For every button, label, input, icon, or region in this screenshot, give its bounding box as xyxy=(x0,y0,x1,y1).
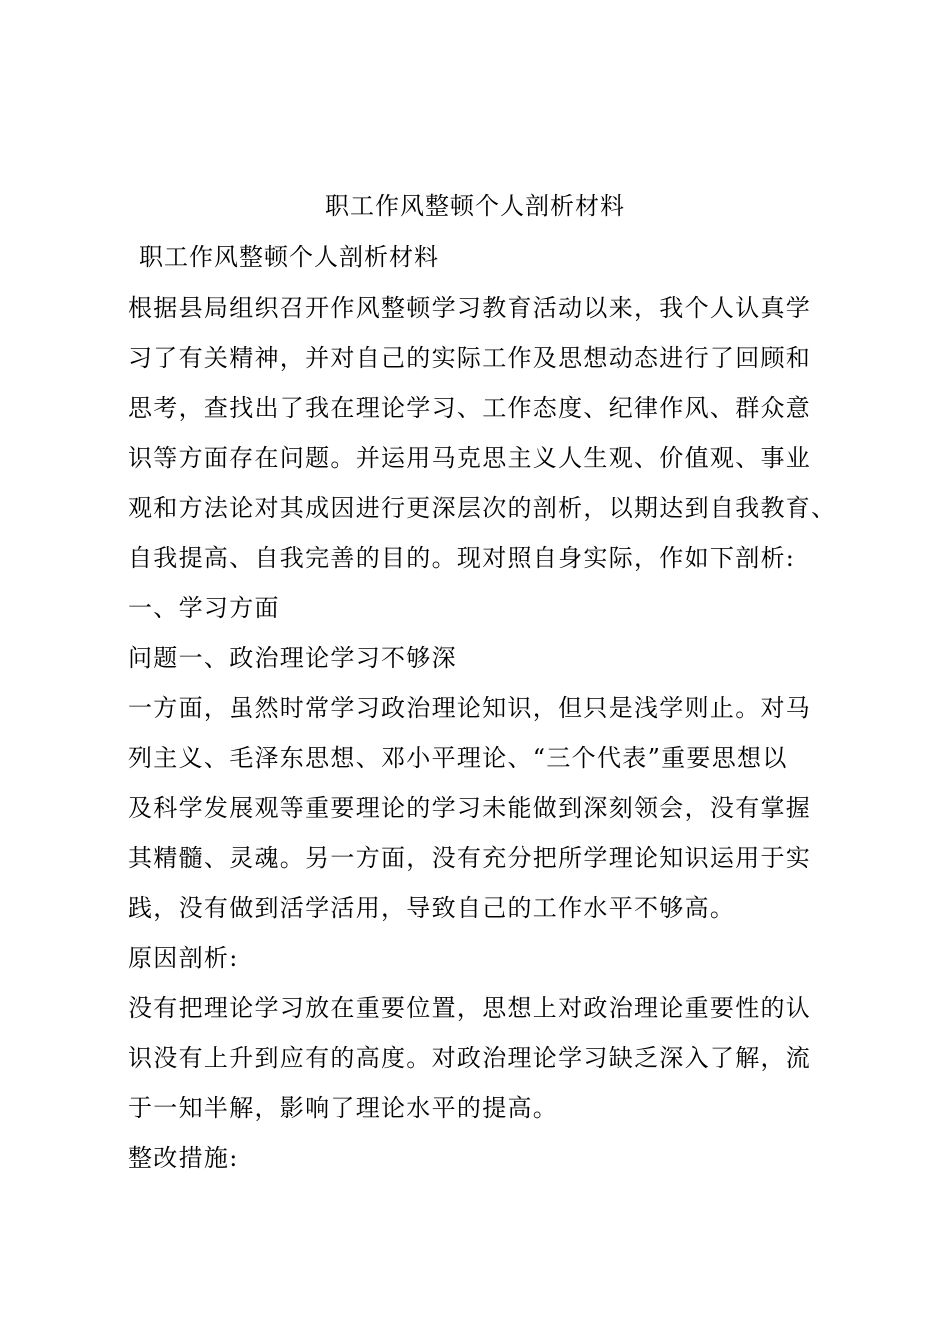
measures-heading: 整改措施: xyxy=(128,1144,239,1172)
problem-heading: 问题一、政治理论学习不够深 xyxy=(128,644,457,672)
cause-heading: 原因剖析: xyxy=(128,944,239,972)
paragraph-line: 根据县局组织召开作风整顿学习教育活动以来，我个人认真学 xyxy=(128,294,812,322)
document-body xyxy=(128,283,848,1183)
paragraph-line: 及科学发展观等重要理论的学习未能做到深刻领会，没有掌握 xyxy=(128,794,812,822)
paragraph-line: 思考，查找出了我在理论学习、工作态度、纪律作风、群众意 xyxy=(128,394,812,422)
document-subtitle: 职工作风整顿个人剖析材料 xyxy=(139,243,439,271)
paragraph-line: 没有把理论学习放在重要位置，思想上对政治理论重要性的认 xyxy=(128,994,812,1022)
document-title: 职工作风整顿个人剖析材料 xyxy=(325,192,625,220)
paragraph-line: 自我提高、自我完善的目的。现对照自身实际，作如下剖析: xyxy=(128,544,796,572)
paragraph-line: 列主义、毛泽东思想、邓小平理论、“三个代表”重要思想以 xyxy=(128,744,788,772)
paragraph-line: 识等方面存在问题。并运用马克思主义人生观、价值观、事业 xyxy=(128,444,812,472)
paragraph-line: 于一知半解，影响了理论水平的提高。 xyxy=(128,1094,559,1122)
paragraph-line: 其精髓、灵魂。另一方面，没有充分把所学理论知识运用于实 xyxy=(128,844,812,872)
paragraph-line: 一方面，虽然时常学习政治理论知识，但只是浅学则止。对马 xyxy=(128,694,812,722)
paragraph-line: 识没有上升到应有的高度。对政治理论学习缺乏深入了解，流 xyxy=(128,1044,812,1072)
section-heading: 一、学习方面 xyxy=(128,594,280,622)
paragraph-line: 观和方法论对其成因进行更深层次的剖析，以期达到自我教育、 xyxy=(128,494,837,522)
paragraph-line: 践，没有做到活学活用，导致自己的工作水平不够高。 xyxy=(128,894,736,922)
paragraph-line: 习了有关精神，并对自己的实际工作及思想动态进行了回顾和 xyxy=(128,344,812,372)
